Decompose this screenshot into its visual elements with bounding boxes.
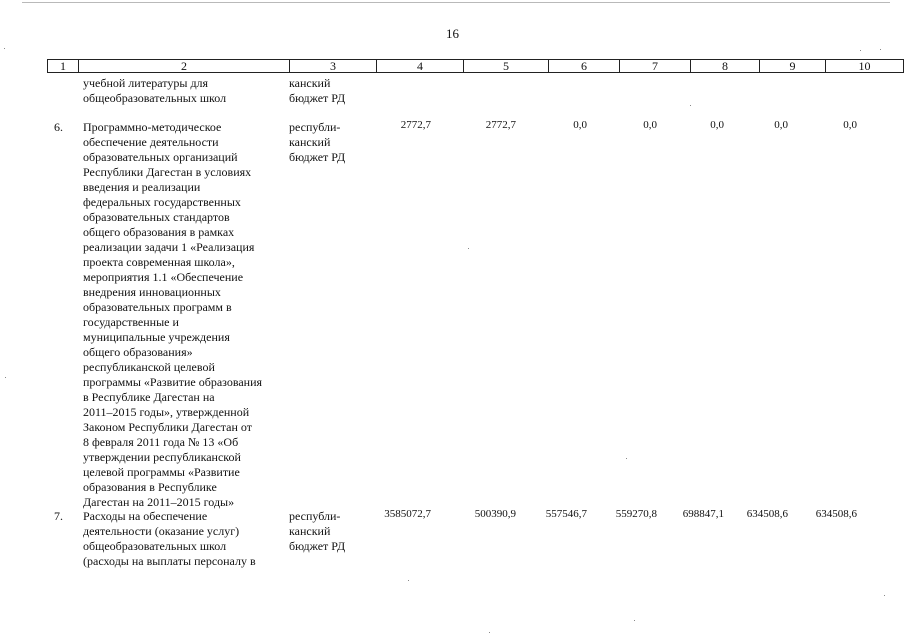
source-line: канский [289,524,331,538]
column-header-2: 2 [79,60,290,73]
row-6-value-col10: 0,0 [843,119,857,131]
scan-speck [690,105,691,106]
description-line: общеобразовательных школ [83,91,227,105]
description-line: федеральных государственных [83,195,241,209]
row-6-number: 6. [54,120,63,134]
description-line: утверждении республиканской [83,450,241,464]
description-line: образования в Республике [83,480,217,494]
row-7-value-col6: 557546,7 [545,508,587,520]
scan-speck [468,248,469,249]
row-6-value-col6: 0,0 [573,119,587,131]
row-7-value-col7: 559270,8 [615,508,657,520]
scan-speck [626,458,627,459]
description-line: реализации задачи 1 «Реализация [83,240,255,254]
column-header-3: 3 [290,60,377,73]
column-number-header [47,59,904,73]
scan-speck [5,377,6,378]
description-line: учебной литературы для [83,76,209,90]
description-line: общего образования» [83,345,193,359]
column-header-10: 10 [826,60,904,73]
description-line: образовательных стандартов [83,210,230,224]
row-6-value-col9: 0,0 [774,119,788,131]
description-line: обеспечение деятельности [83,135,219,149]
scan-speck [489,632,490,633]
description-line: муниципальные учреждения [83,330,230,344]
source-line: канский [289,135,331,149]
description-line: Дагестан на 2011–2015 годы» [83,495,235,509]
source-line: бюджет РД [289,539,346,553]
scan-speck [860,50,861,51]
row-7-value-col10: 634508,6 [815,508,857,520]
description-line: мероприятия 1.1 «Обеспечение [83,270,244,284]
row-6-value-col8: 0,0 [710,119,724,131]
row-6-description [83,120,262,510]
source-line: бюджет РД [289,150,346,164]
row-continuation-description [83,76,226,106]
description-line: введения и реализации [83,180,201,194]
row-7-value-col5: 500390,9 [474,508,516,520]
column-header-6: 6 [549,60,620,73]
description-line: республиканской целевой [83,360,215,374]
scan-speck [884,595,885,596]
row-6-value-col4: 2772,7 [400,119,431,131]
row-6-source [289,120,345,165]
row-7-value-col4: 3585072,7 [384,508,431,520]
row-7-source [289,509,345,554]
description-line: Законом Республики Дагестан от [83,420,252,434]
description-line: Республики Дагестан в условиях [83,165,252,179]
description-line: 8 февраля 2011 года № 13 «Об [83,435,239,449]
description-line: (расходы на выплаты персоналу в [83,554,256,568]
scan-speck [408,580,409,581]
description-line: Расходы на обеспечение [83,509,208,523]
row-7-value-col9: 634508,6 [746,508,788,520]
description-line: общеобразовательных школ [83,539,227,553]
column-header-5: 5 [464,60,549,73]
description-line: деятельности (оказание услуг) [83,524,240,538]
row-continuation-source [289,76,345,106]
description-line: государственные и [83,315,179,329]
row-6-value-col5: 2772,7 [485,119,516,131]
description-line: проекта современная школа», [83,255,235,269]
column-header-1: 1 [48,60,79,73]
description-line: целевой программы «Развитие [83,465,240,479]
row-7-value-col8: 698847,1 [682,508,724,520]
column-header-9: 9 [760,60,826,73]
scan-speck [634,620,635,621]
description-line: внедрения инновационных [83,285,221,299]
scan-top-edge-line [22,2,890,3]
scan-speck [880,49,881,50]
column-header-7: 7 [620,60,691,73]
description-line: Программно-методическое [83,120,222,134]
description-line: программы «Развитие образования [83,375,263,389]
page-number: 16 [446,26,459,41]
description-line: общего образования в рамках [83,225,235,239]
row-6-value-col7: 0,0 [643,119,657,131]
description-line: в Республике Дагестан на [83,390,215,404]
column-header-4: 4 [377,60,464,73]
column-header-8: 8 [691,60,760,73]
description-line: 2011–2015 годы», утвержденной [83,405,250,419]
row-7-description [83,509,256,569]
row-7-number: 7. [54,509,63,523]
source-line: канский [289,76,331,90]
description-line: образовательных организаций [83,150,238,164]
description-line: образовательных программ в [83,300,232,314]
source-line: республи- [289,120,341,134]
source-line: республи- [289,509,341,523]
source-line: бюджет РД [289,91,346,105]
scan-speck [4,48,5,49]
